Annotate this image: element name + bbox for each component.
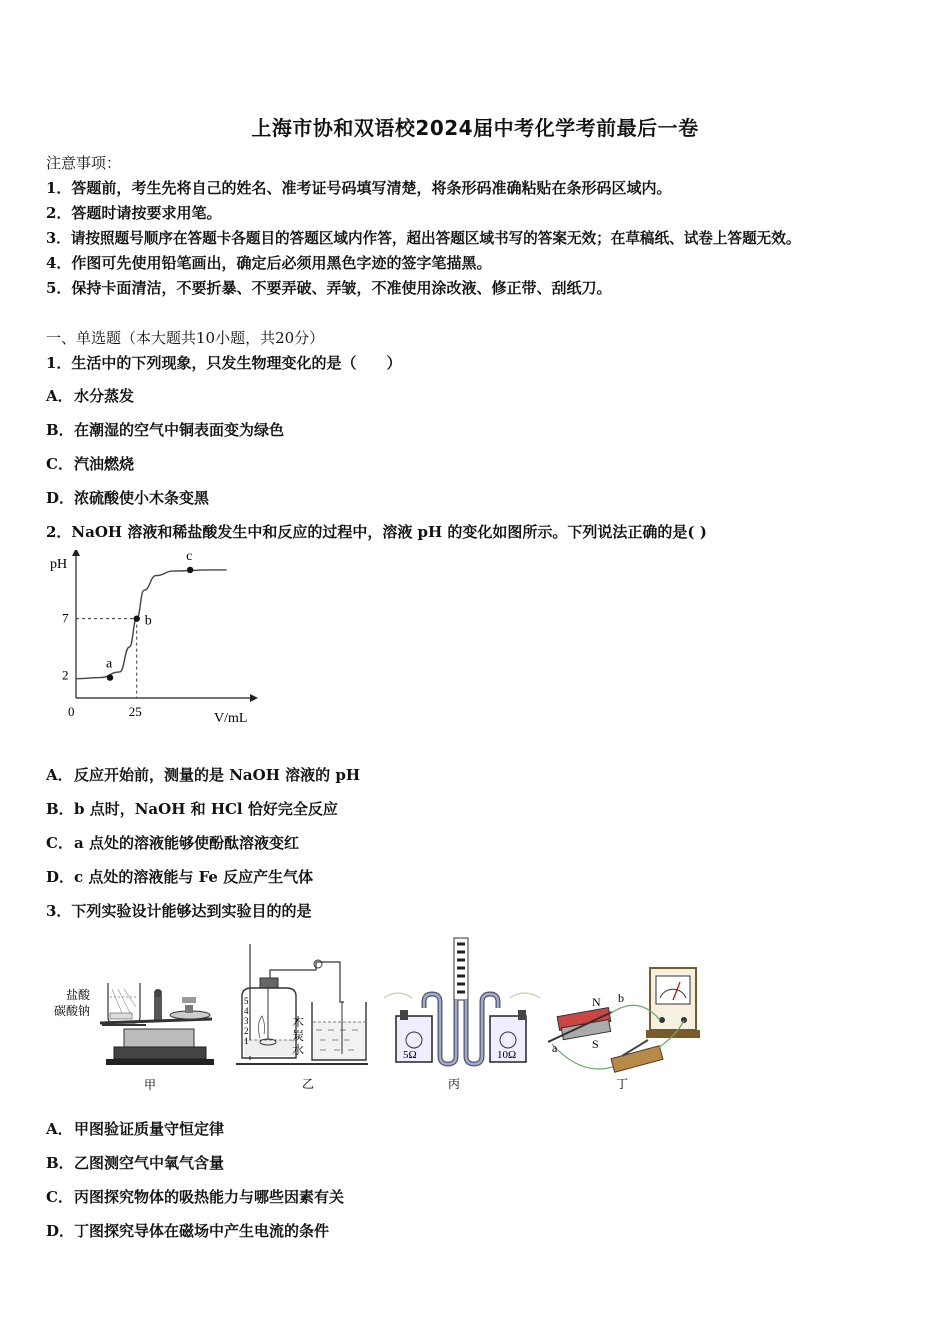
point-label-b: b — [144, 613, 152, 629]
option-label: D． — [46, 1222, 75, 1240]
section-heading: 一、单选题（本大题共10小题，共20分） — [46, 329, 325, 347]
figure-yi — [230, 940, 370, 1095]
option-text: 丙图探究物体的吸热能力与哪些因素有关 — [74, 1188, 345, 1206]
option-label: C． — [46, 455, 73, 473]
option-label: D． — [46, 489, 75, 507]
caption-yi: 乙 — [302, 1077, 315, 1091]
label-s: S — [592, 1037, 599, 1051]
option-text: c 点处的溶液能与 Fe 反应产生气体 — [74, 868, 314, 886]
notice-item: 3．请按照题号顺序在答题卡各题目的答题区域内作答，超出答题区域书写的答案无效；在草稿纸、试卷上答题无效。 — [46, 230, 801, 247]
y-axis-label: pH — [50, 557, 68, 572]
caption-bing: 丙 — [448, 1077, 461, 1091]
point-label-a: a — [106, 656, 113, 672]
option-label: C． — [46, 1188, 73, 1206]
scale-mark: 2 — [244, 1026, 249, 1036]
question-1-stem: 1．生活中的下列现象，只发生物理变化的是（ ） — [46, 354, 402, 372]
q3-option-b — [46, 1152, 224, 1173]
x-tick-label: 25 — [128, 704, 142, 719]
y-tick-label: 2 — [62, 667, 69, 683]
figure-bing — [378, 936, 546, 1096]
option-text: 汽油燃烧 — [74, 455, 135, 473]
option-text: 水分蒸发 — [74, 387, 135, 405]
notice-item: 1．答题前，考生先将自己的姓名、准考证号码填写清楚，将条形码准确粘贴在条形码区域内。 — [46, 179, 672, 197]
data-point-c — [187, 567, 193, 573]
x-axis-label: V/mL — [214, 711, 248, 726]
option-label: D． — [46, 868, 75, 886]
notice-item: 2．答题时请按要求用笔。 — [46, 204, 222, 222]
option-text: b 点时，NaOH 和 HCl 恰好完全反应 — [74, 800, 338, 818]
option-text: 在潮湿的空气中铜表面变为绿色 — [74, 421, 285, 439]
option-text: 反应开始前，测量的是 NaOH 溶液的 pH — [74, 766, 360, 784]
q1-option-c — [46, 453, 134, 474]
label-hcl: 盐酸 — [66, 988, 91, 1002]
q2-option-a — [46, 764, 360, 785]
question-3-stem: 3．下列实验设计能够达到实验目的的是 — [46, 902, 312, 920]
x-axis-arrow — [250, 694, 258, 702]
data-point-b — [134, 615, 140, 621]
q1-option-d — [46, 487, 209, 508]
data-point-a — [107, 674, 113, 680]
q1-option-a — [46, 385, 134, 406]
label-tan: 炭 — [292, 1029, 305, 1043]
q2-option-d — [46, 866, 313, 887]
option-text: a 点处的溶液能够使酚酞溶液变红 — [74, 834, 299, 852]
scale-mark: 4 — [244, 1006, 249, 1016]
point-label-c: c — [186, 550, 193, 564]
q3-option-a — [46, 1118, 224, 1139]
option-text: 甲图验证质量守恒定律 — [74, 1120, 225, 1138]
q3-option-d — [46, 1220, 329, 1241]
y-tick-label: 7 — [62, 610, 69, 626]
scale-mark: 3 — [244, 1016, 249, 1026]
option-label: A． — [46, 387, 73, 405]
option-label: C． — [46, 834, 73, 852]
label-n: N — [592, 995, 601, 1009]
label-mu: 木 — [292, 1015, 305, 1029]
label-5ohm: 5Ω — [403, 1049, 417, 1061]
label-b: b — [618, 991, 624, 1005]
q2-option-b — [46, 798, 338, 819]
scale-mark: 5 — [244, 996, 249, 1006]
figure-jia — [50, 975, 220, 1095]
figure-ding — [548, 964, 704, 1096]
notice-item: 5．保持卡面清洁，不要折暴、不要弄破、弄皱，不准使用涂改液、修正带、刮纸刀。 — [46, 279, 612, 297]
option-label: B． — [46, 1154, 74, 1172]
option-label: B． — [46, 800, 74, 818]
option-text: 浓硫酸使小木条变黑 — [74, 489, 210, 507]
option-label: B． — [46, 421, 74, 439]
origin-tick-label: 0 — [68, 704, 75, 719]
option-text: 乙图测空气中氧气含量 — [74, 1154, 225, 1172]
question-2-stem: 2．NaOH 溶液和稀盐酸发生中和反应的过程中，溶液 pH 的变化如图所示。下列说法正确的是( ) — [46, 523, 707, 541]
q2-option-c — [46, 832, 299, 853]
label-a: a — [552, 1041, 558, 1055]
scale-mark: 1 — [244, 1036, 249, 1046]
notice-item: 4．作图可先使用铅笔画出，确定后必须用黑色字迹的签字笔描黑。 — [46, 254, 492, 272]
label-10ohm: 10Ω — [497, 1049, 517, 1061]
q1-option-b — [46, 419, 284, 440]
option-label: A． — [46, 1120, 73, 1138]
ph-chart — [40, 550, 270, 730]
caption-ding: 丁 — [616, 1077, 629, 1091]
label-na2co3: 碳酸钠 — [54, 1004, 91, 1018]
q3-option-c — [46, 1186, 344, 1207]
label-shui: 水 — [292, 1043, 305, 1057]
option-label: A． — [46, 766, 73, 784]
page-title: 上海市协和双语校2024届中考化学考前最后一卷 — [251, 116, 699, 140]
notice-heading: 注意事项： — [46, 154, 122, 172]
y-axis-arrow — [72, 550, 80, 556]
caption-jia: 甲 — [144, 1078, 157, 1092]
option-text: 丁图探究导体在磁场中产生电流的条件 — [74, 1222, 330, 1240]
